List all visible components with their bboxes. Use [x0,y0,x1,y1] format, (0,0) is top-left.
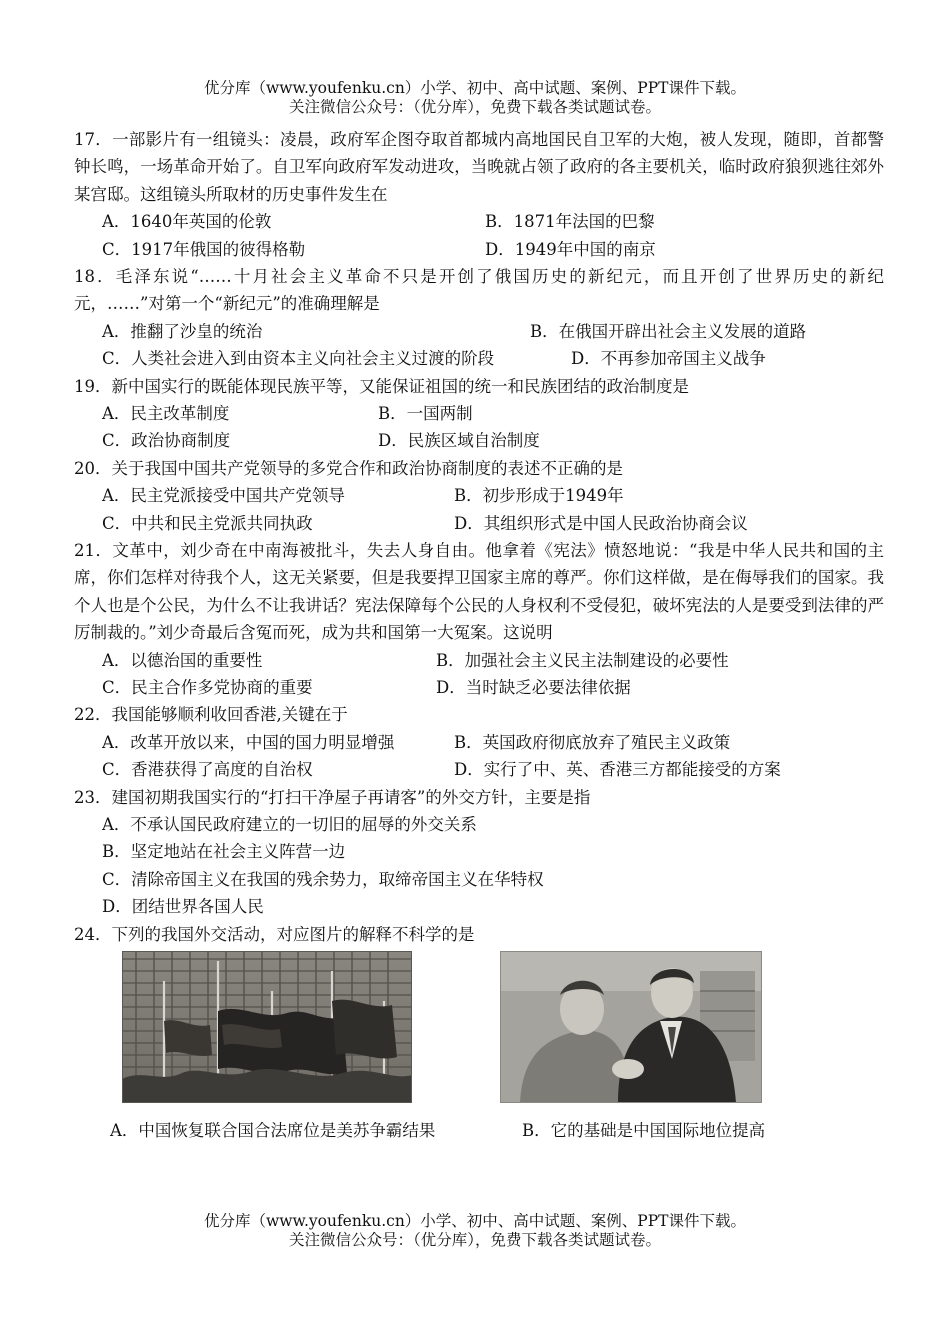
header-line-2: 关注微信公众号：（优分库），免费下载各类试题试卷。 [288,98,661,116]
option-b: B．坚定地站在社会主义阵营一边 [102,842,346,862]
options-row [74,208,884,235]
options-row [74,647,884,674]
question-stem: 22．我国能够顺利收回香港,关键在于 [74,705,348,725]
page-footer [0,1212,950,1250]
question-stem: 19．新中国实行的既能体现民族平等，又能保证祖国的统一和民族团结的政治制度是 [74,376,689,396]
option-c: C．1917年俄国的彼得格勒 [102,239,306,259]
options-row [74,756,884,783]
option-c: C．政治协商制度 [102,431,231,451]
options-row [74,345,884,372]
option-c: C．中共和民主党派共同执政 [102,513,313,533]
un-flags-photo [122,951,412,1103]
option-d: D．实行了中、英、香港三方都能接受的方案 [454,760,781,780]
question-24 [74,921,884,1145]
option-d: D．其组织形式是中国人民政治协商会议 [454,513,748,533]
options-row [74,482,884,509]
option-d: D．团结世界各国人民 [102,897,264,917]
question-22 [74,701,884,783]
question-21 [74,537,884,701]
option-a: A．中国恢复联合国合法席位是美苏争霸结果 [110,1121,436,1140]
photo-row [74,951,884,1111]
option-a: A．民主党派接受中国共产党领导 [102,486,345,506]
option-a: A．推翻了沙皇的统治 [102,321,263,341]
option-b: B．1871年法国的巴黎 [485,212,655,232]
option-a: A．民主改革制度 [102,404,230,423]
options-row [74,510,884,537]
option-b: B．英国政府彻底放弃了殖民主义政策 [454,732,731,752]
option-a: A．改革开放以来，中国的国力明显增强 [102,732,395,752]
option-c: C．民主合作多党协商的重要 [102,677,313,697]
options-row [74,400,884,427]
question-18 [74,263,884,373]
option-d: D．不再参加帝国主义战争 [571,349,766,369]
question-stem: 24．下列的我国外交活动，对应图片的解释不科学的是 [74,924,475,944]
question-stem: 20．关于我国中国共产党领导的多党合作和政治协商制度的表述不正确的是 [74,458,623,478]
footer-line-2: 关注微信公众号：（优分库），免费下载各类试题试卷。 [288,1231,661,1249]
page-header [0,79,950,117]
option-d: D．1949年中国的南京 [485,239,656,259]
mao-nixon-image [500,951,762,1103]
photo-captions [74,1117,884,1144]
question-20 [74,455,884,537]
question-stem: 17．一部影片有一组镜头：凌晨，政府军企图夺取首都城内高地国民自卫军的大炮，被人发现，随即，首都警钟长鸣，一场革命开始了。自卫军向政府军发动进攻，当晚就占领了政府的各主要机关，临时政府狼狈逃往郊外某宫邸。这组镜头所取材的历史事件发生在 [74,130,884,204]
option-a: A．1640年英国的伦敦 [102,212,272,232]
option-c: C．人类社会进入到由资本主义向社会主义过渡的阶段 [102,349,495,369]
options-row [74,674,884,701]
option-b: B．它的基础是中国国际地位提高 [522,1121,766,1140]
option-b: B．在俄国开辟出社会主义发展的道路 [530,321,807,341]
option-d: D．民族区域自治制度 [378,431,540,451]
question-stem: 21．文革中，刘少奇在中南海被批斗，失去人身自由。他拿着《宪法》愤怒地说：“我是中华人民共和国的主席，你们怎样对待我个人，这无关紧要，但是我要捍卫国家主席的尊严。你们这样做，是在侮辱我们的国家。我个人也是个公民，为什么不让我讲话？宪法保障每个公民的人身权利不受侵犯，破坏宪法的人是要受到法律的严厉制裁的。”刘少奇最后含冤而死，成为共和国第一大冤案。这说明 [74,540,884,643]
option-b: B．初步形成于1949年 [454,486,624,506]
exam-content [74,126,884,1144]
option-b: B．加强社会主义民主法制建设的必要性 [436,650,729,670]
option-d: D．当时缺乏必要法律依据 [436,677,631,697]
footer-line-1: 优分库（www.youfenku.cn）小学、初中、高中试题、案例、PPT课件下载。 [203,1212,747,1230]
un-flags-image [122,951,412,1103]
option-c: C．香港获得了高度的自治权 [102,760,313,780]
options-row [74,318,884,345]
question-19 [74,373,884,455]
option-b: B．一国两制 [378,404,473,423]
options-row [74,427,884,454]
question-stem: 18．毛泽东说“……十月社会主义革命不只是开创了俄国历史的新纪元，而且开创了世界历史的新纪元，……”对第一个“新纪元”的准确理解是 [74,267,884,314]
options-row [74,729,884,756]
option-c: C．清除帝国主义在我国的残余势力，取缔帝国主义在华特权 [102,869,544,889]
question-23 [74,784,884,921]
mao-nixon-photo [500,951,762,1103]
question-stem: 23．建国初期我国实行的“打扫干净屋子再请客”的外交方针，主要是指 [74,787,591,807]
option-a: A．以德治国的重要性 [102,650,263,670]
question-17 [74,126,884,263]
options-row [74,236,884,263]
option-a: A．不承认国民政府建立的一切旧的屈辱的外交关系 [102,814,477,834]
header-line-1: 优分库（www.youfenku.cn）小学、初中、高中试题、案例、PPT课件下载。 [203,79,747,97]
